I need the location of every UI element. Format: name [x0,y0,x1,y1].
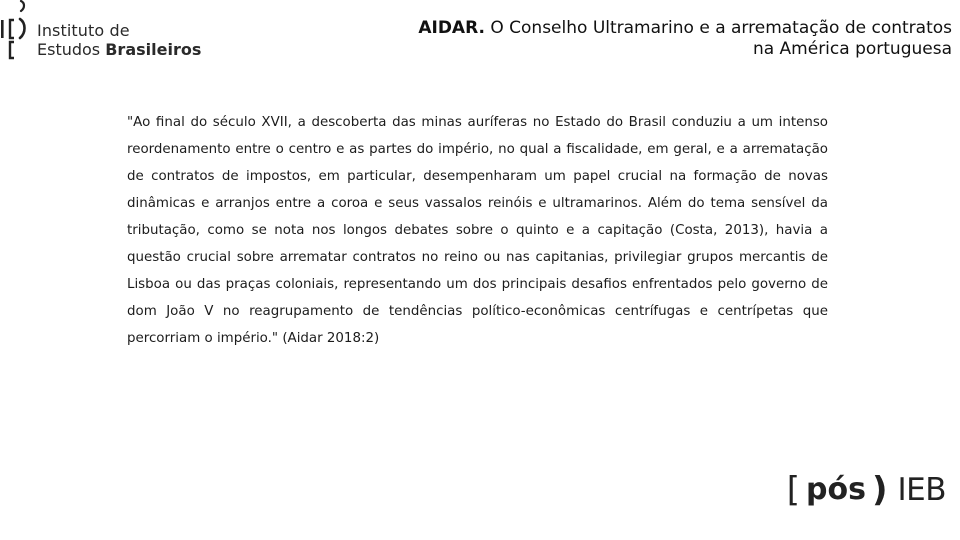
logo-line-2-bold: Brasileiros [105,40,202,59]
institute-logo [0,0,200,64]
bracket-logo-icon [0,0,34,64]
title-text: O Conselho Ultramarino e a arrematação de contratos na América portuguesa [490,18,952,59]
quote-paragraph: "Ao final do século XVII, a descoberta das minas auríferas no Estado do Brasil conduziu a um intenso reordenamento entre o centro e as partes do império, no qual a fiscalidade, em geral, e a arrematação de contratos de impostos, em particular, desempenharam um papel crucial na formação de novas dinâmicas e arranjos entre a coroa e seus vassalos reinóis e ultramarinos. Além do tema sensível da tributação, como se nota nos longos debates sobre o quinto e a capitação (Costa, 2013), havia a questão crucial sobre arrematar contratos no reino ou nas capitanias, privilegiar grupos mercantis de Lisboa ou das praças coloniais, representando um dos principais desafios enfrentados pelo governo de dom João V no reagrupamento de tendências político-econômicas centrífugas e centrípetas que percorriam o império." (Aidar 2018:2) [127,115,828,346]
pos-logo-paren: ) [871,470,888,510]
title-author: AIDAR. [418,18,485,38]
logo-wordmark [37,21,201,59]
pos-logo-word: pós [806,472,866,507]
logo-line-2 [37,40,201,59]
logo-line-1: Instituto de [37,21,130,40]
logo-line-2-light: Estudos [37,40,101,59]
pos-logo-acronym: IEB [897,472,946,508]
slide-title [392,18,952,60]
pos-logo-bracket: [ [786,470,800,510]
pos-ieb-logo [787,466,946,514]
